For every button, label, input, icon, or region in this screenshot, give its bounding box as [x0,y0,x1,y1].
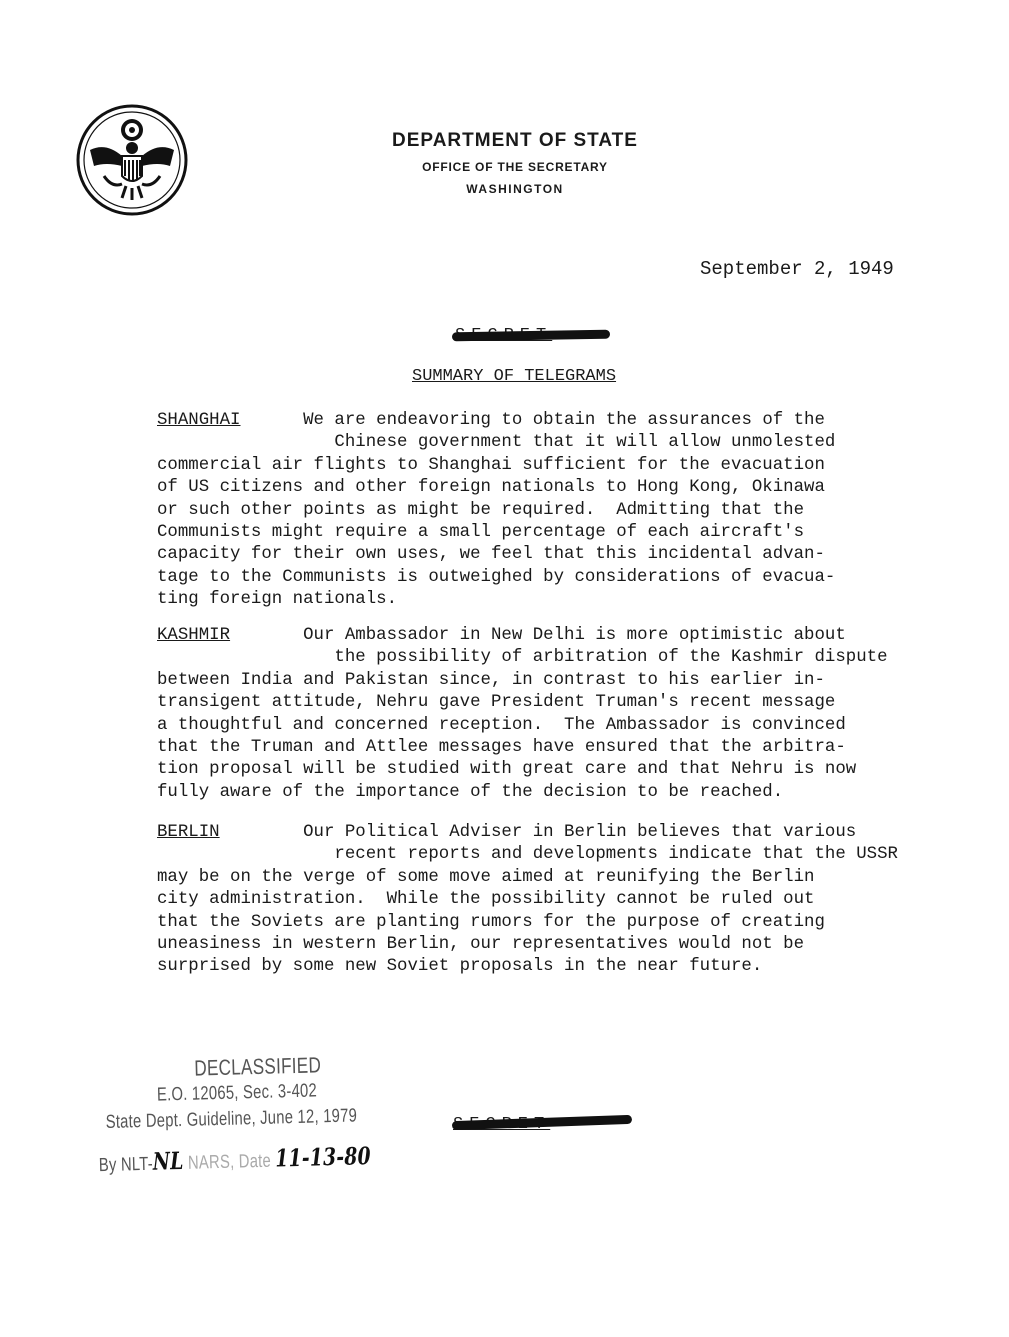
letterhead-office: OFFICE OF THE SECRETARY [422,160,608,174]
stamp-initials: NL [152,1145,184,1176]
stamp-executive-order: E.O. 12065, Sec. 3-402 [156,1080,318,1106]
section-body: Chinese government that it will allow unmolested commercial air flights to Shanghai sufficient for the evacuation of US citizens and other foreign nationals to Hong Kong, Okinawa or such other points as might be required. Admitting that the Communists might require a small percentage of each aircraft's capacity for their own uses, we feel that this incidental advan- tage to the Communists is outweighed by considerations of evacua- ting foreign nationals. [157,433,836,610]
stamp-by-prefix: By NLT- [98,1153,154,1177]
department-seal-icon [76,104,188,216]
section-label: SHANGHAI [157,411,241,430]
section-berlin [157,822,898,979]
section-body: recent reports and developments indicate that the USSR may be on the verge of some move aimed at reunifying the Berlin city administration. While the possibility cannot be ruled out that the Soviets are planting rumors for the purpose of creating uneasiness in western Berlin, our representatives would not be surprised by some new Soviet proposals in the near future. [157,845,898,977]
redaction-bar-top [452,330,610,342]
section-label: BERLIN [157,823,220,842]
section-shanghai [157,410,877,612]
section-first-line: Our Ambassador in New Delhi is more optimistic about [303,626,846,645]
summary-title: SUMMARY OF TELEGRAMS [412,367,617,386]
section-first-line: Our Political Adviser in Berlin believes that various [303,823,857,842]
stamp-nars-date-label: NARS, Date [183,1150,276,1174]
section-kashmir [157,625,888,804]
section-first-line: We are endeavoring to obtain the assurances of the [303,411,825,430]
letterhead-city: WASHINGTON [466,182,564,196]
stamp-authority [98,1141,371,1177]
letterhead-department: DEPARTMENT OF STATE [392,130,638,151]
section-label: KASHMIR [157,626,231,645]
section-body: the possibility of arbitration of the Kashmir dispute between India and Pakistan since, in contrast to his earlier in- transigent attitude, Nehru gave President Truman's recent message a thoughtful and concerned reception. The Ambassador is convinced that the Truman and Attlee messages have ensured that the arbitra- tion proposal will be studied with great care and that Nehru is now fully aware of the importance of the decision to be reached. [157,648,888,802]
stamp-handwritten-date: 11-13-80 [274,1141,372,1173]
document-date: September 2, 1949 [700,258,894,280]
stamp-guideline: State Dept. Guideline, June 12, 1979 [105,1105,358,1133]
stamp-declassified: DECLASSIFIED [193,1052,322,1081]
